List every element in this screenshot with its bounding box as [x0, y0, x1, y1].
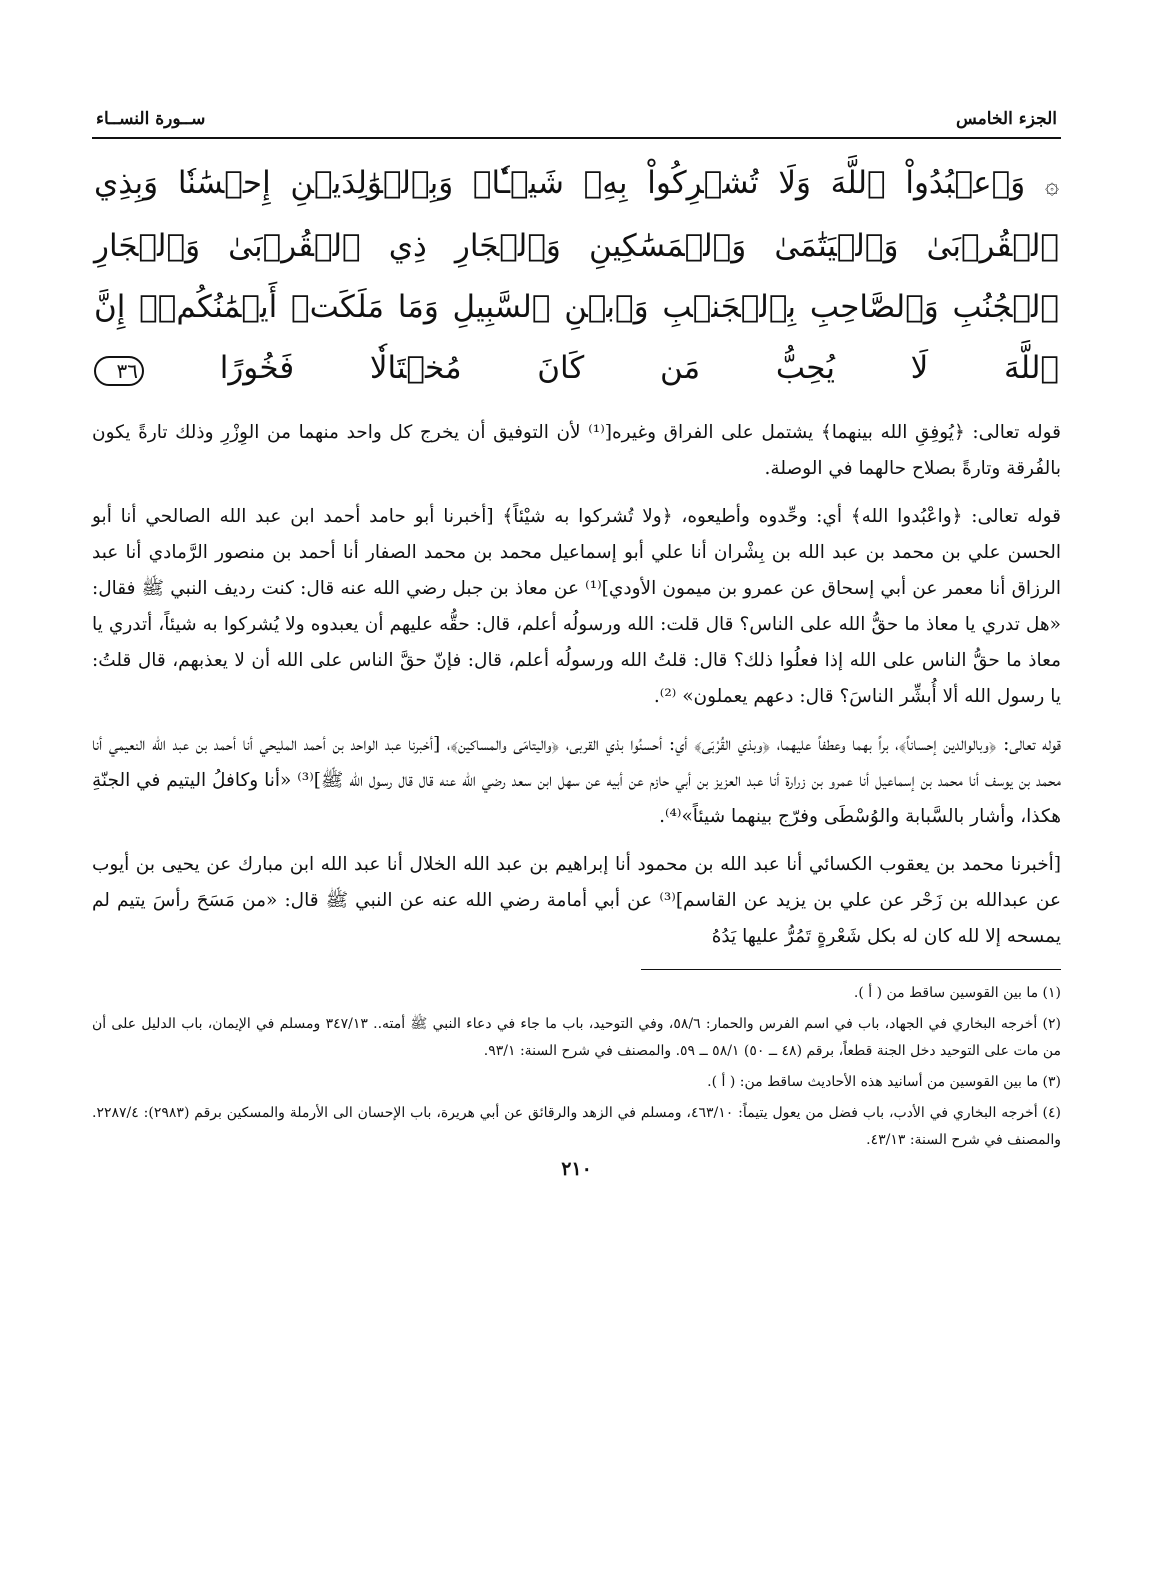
header-rule: [92, 137, 1061, 139]
commentary-paragraph: قوله تعالى: ﴿وبالوالدين إحساناً﴾، براً بهما وعطفاً عليهما، ﴿وبذي القُرْبَى﴾ أي: أحسنُوا بذي القربى، ﴿واليتامَى والمساكين﴾، [أخبرنا عبد الواحد بن أحمد المليحي أنا أحمد بن عبد الله النعيمي أنا محمد بن يوسف أنا محمد بن إسماعيل أنا عمرو بن زرارة أنا عبد العزيز بن أبي حازم عن أبيه عن سهل ابن سعد رضي الله عنه قال قال رسول الله ﷺ]⁽³⁾ «أنا وكافلُ اليتيم في الجنّةِ هكذا، وأشار بالسَّبابة والوُسْطَى وفرّج بينهما شيئاً»⁽⁴⁾.: [92, 734, 1061, 827]
footnote-divider: [641, 969, 1061, 970]
commentary-paragraph: [أخبرنا محمد بن يعقوب الكسائي أنا عبد الله بن محمود أنا إبراهيم بن عبد الله الخلال أنا عبد الله ابن مبارك عن يحيى بن أيوب عن عبدالله بن زَحْر عن علي بن يزيد عن القاسم]⁽³⁾ عن أبي أمامة رضي الله عنه عن النبي ﷺ قال: «من مَسَحَ رأسَ يتيم لم يمسحه إلا لله كان له بكل شَعْرةٍ تَمُرُّ عليها يَدُهُ: [92, 854, 1061, 947]
page-number: ٢١٠: [561, 1158, 592, 1180]
commentary-body: [92, 415, 1061, 955]
verse-text: وَٱعۡبُدُواْ ٱللَّهَ وَلَا تُشۡرِكُواْ بِهِۦ شَيۡـٔٗاۖ وَبِٱلۡوَٰلِدَيۡنِ إِحۡسَٰنٗا وَبِذِي ٱلۡقُرۡبَىٰ وَٱلۡيَتَٰمَىٰ وَٱلۡمَسَٰكِينِ وَٱلۡجَارِ ذِي ٱلۡقُرۡبَىٰ وَٱلۡجَارِ ٱلۡجُنُبِ وَٱلصَّاحِبِ بِٱلۡجَنۢبِ وَٱبۡنِ ٱلسَّبِيلِ وَمَا مَلَكَتۡ أَيۡمَٰنُكُمۡۗ إِنَّ ٱللَّهَ لَا يُحِبُّ مَن كَانَ مُخۡتَالٗا فَخُورًا: [94, 165, 1059, 386]
footnote-item: (٢) أخرجه البخاري في الجهاد، باب في اسم الفرس والحمار: ٥٨/٦، وفي التوحيد، باب ما جاء في دعاء النبي ﷺ أمته.. ٣٤٧/١٣ ومسلم في الإيمان، باب الدليل على أن من مات على التوحيد دخل الجنة قطعاً، برقم (٤٨ ــ ٥٠) ٥٨/١ ــ ٥٩. والمصنف في شرح السنة: ٩٣/١.: [92, 1016, 1061, 1059]
header-surah-label: ســورة النســاء: [96, 109, 206, 129]
commentary-paragraph: قوله تعالى: ﴿واعْبُدوا الله﴾ أي: وحِّدوه وأطيعوه، ﴿ولا تُشركوا به شيْئاً﴾ [أخبرنا أبو حامد أحمد ابن عبد الله الصالحي أنا أبو الحسن علي بن محمد بن عبد الله بن بِشْران أنا علي أبو إسماعيل محمد بن محمد الصفار أنا أحمد بن منصور الرَّمادي أنا عبد الرزاق أنا معمر عن أبي إسحاق عن عمرو بن ميمون الأودي]⁽¹⁾ عن معاذ بن جبل رضي الله عنه قال: كنت رديف النبي ﷺ فقال: «هل تدري يا معاذ ما حقُّ الله على الناس؟ قال قلت: الله ورسولُه أعلم، قال: حقُّه عليهم أن يعبدوه ولا يُشركوا به شيئاً، أتدري يا معاذ ما حقُّ الناس على الله إذا فعلُوا ذلك؟ قال: قلتُ الله ورسولُه أعلم، قال: فإنّ حقَّ الناس على الله أن لا يعذبهم، قال قلتُ: يا رسول الله ألا أُبشِّر الناسَ؟ قال: دعهم يعملون» ⁽²⁾.: [92, 506, 1061, 707]
quran-verse-block: [92, 153, 1061, 399]
hizb-ornament-icon: ۞: [1044, 171, 1059, 199]
book-page: [92, 95, 1061, 1553]
header-part-label: الجزء الخامس: [955, 109, 1057, 129]
commentary-paragraph: قوله تعالى: ﴿يُوفِقِ الله بينهما﴾ يشتمل على الفراق وغيره[⁽¹⁾ لأن التوفيق أن يخرج كل واحد منهما من الوِزْرِ وذلك تارةً يكون بالفُرقة وتارةً بصلاح حالهما في الوصلة.: [92, 422, 1061, 479]
running-header: [92, 95, 1061, 129]
ayah-number-marker: ٣٦: [94, 356, 144, 386]
footnote-item: (٣) ما بين القوسين من أسانيد هذه الأحاديث ساقط من: ( أ ).: [707, 1074, 1061, 1090]
footnote-item: (٤) أخرجه البخاري في الأدب، باب فضل من يعول يتيماً: ٤٦٣/١٠، ومسلم في الزهد والرقائق عن أبي هريرة، باب الإحسان الى الأرملة والمسكين برقم (٢٩٨٣): ٢٢٨٧/٤. والمصنف في شرح السنة: ٤٣/١٣.: [92, 1105, 1061, 1148]
footnote-item: (١) ما بين القوسين ساقط من ( أ ).: [853, 985, 1061, 1001]
footnotes: [92, 980, 1061, 1154]
